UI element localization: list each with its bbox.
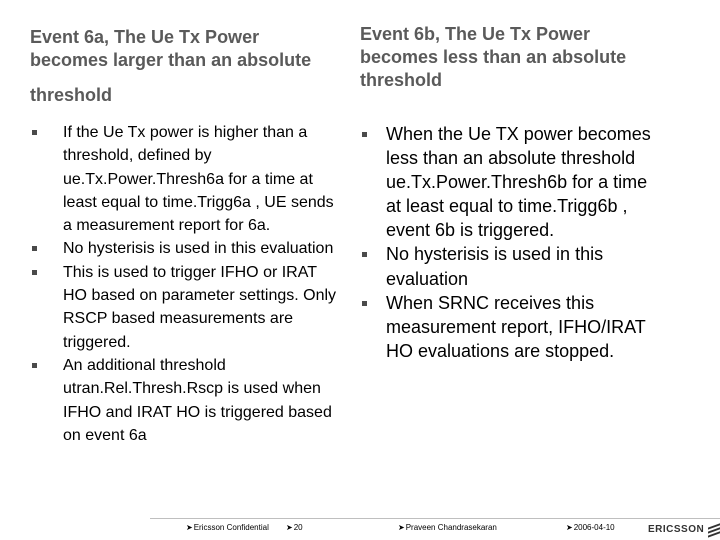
page-number-text: 20	[293, 523, 303, 532]
right-bullet-list	[360, 122, 660, 363]
date-text: 2006-04-10	[573, 523, 615, 532]
ericsson-logo	[648, 521, 720, 537]
bullet-square-icon	[32, 270, 37, 275]
bullet-square-icon	[362, 252, 367, 257]
arrow-right-icon: ➤	[566, 523, 573, 532]
left-bullet-list	[30, 121, 340, 447]
footer-divider	[150, 518, 720, 519]
bullet-square-icon	[32, 363, 37, 368]
footer-page-number	[286, 522, 303, 534]
bullet-item	[360, 242, 660, 290]
bullet-item	[30, 261, 340, 354]
arrow-right-icon: ➤	[286, 523, 293, 532]
bullet-text: No hysterisis is used in this evaluation	[63, 240, 334, 258]
bullet-text: When the Ue TX power becomes less than an absolute threshold ue.Tx.Power.Thresh6b for a time at least equal to time.Trigg6b , event 6b is triggered.	[386, 124, 651, 241]
left-title-line1: Event 6a, The Ue Tx Power	[30, 27, 260, 47]
arrow-right-icon: ➤	[186, 523, 193, 532]
logo-bars-icon	[708, 523, 720, 535]
footer-confidential-text: Ericsson Confidential	[193, 523, 269, 532]
logo-text: ERICSSON	[648, 523, 705, 535]
footer-author	[398, 522, 497, 534]
footer-confidential	[186, 522, 269, 534]
right-title-line2: becomes less than an absolute	[360, 47, 627, 67]
bullet-item	[30, 354, 340, 447]
bullet-item	[360, 291, 660, 363]
footer-date	[566, 522, 615, 534]
bullet-square-icon	[362, 132, 367, 137]
bullet-text: An additional threshold utran.Rel.Thresh.Rscp is used when IFHO and IRAT HO is triggered based on event 6a	[63, 356, 332, 444]
right-title-line1: Event 6b, The Ue Tx Power	[360, 24, 591, 44]
left-title	[30, 26, 340, 107]
bullet-text: If the Ue Tx power is higher than a threshold, defined by ue.Tx.Power.Thresh6a for a time at least equal to time.Trigg6a , UE sends a measurement report for 6a.	[63, 124, 334, 235]
bullet-text: When SRNC receives this measurement report, IFHO/IRAT HO evaluations are stopped.	[386, 292, 646, 361]
left-title-line3: threshold	[30, 85, 113, 105]
author-text: Praveen Chandrasekaran	[405, 523, 497, 532]
bullet-text: No hysterisis is used in this evaluation	[386, 244, 604, 289]
bullet-item	[30, 237, 340, 260]
bullet-item	[30, 121, 340, 237]
bullet-square-icon	[362, 301, 367, 306]
bullet-square-icon	[32, 246, 37, 251]
left-title-line2: becomes larger than an absolute	[30, 50, 312, 70]
right-title-line3: threshold	[360, 70, 443, 90]
right-title	[360, 23, 660, 92]
bullet-text: This is used to trigger IFHO or IRAT HO based on parameter settings. Only RSCP based measurements are triggered.	[63, 263, 337, 351]
arrow-right-icon: ➤	[398, 523, 405, 532]
bullet-item	[360, 122, 660, 242]
bullet-square-icon	[32, 130, 37, 135]
